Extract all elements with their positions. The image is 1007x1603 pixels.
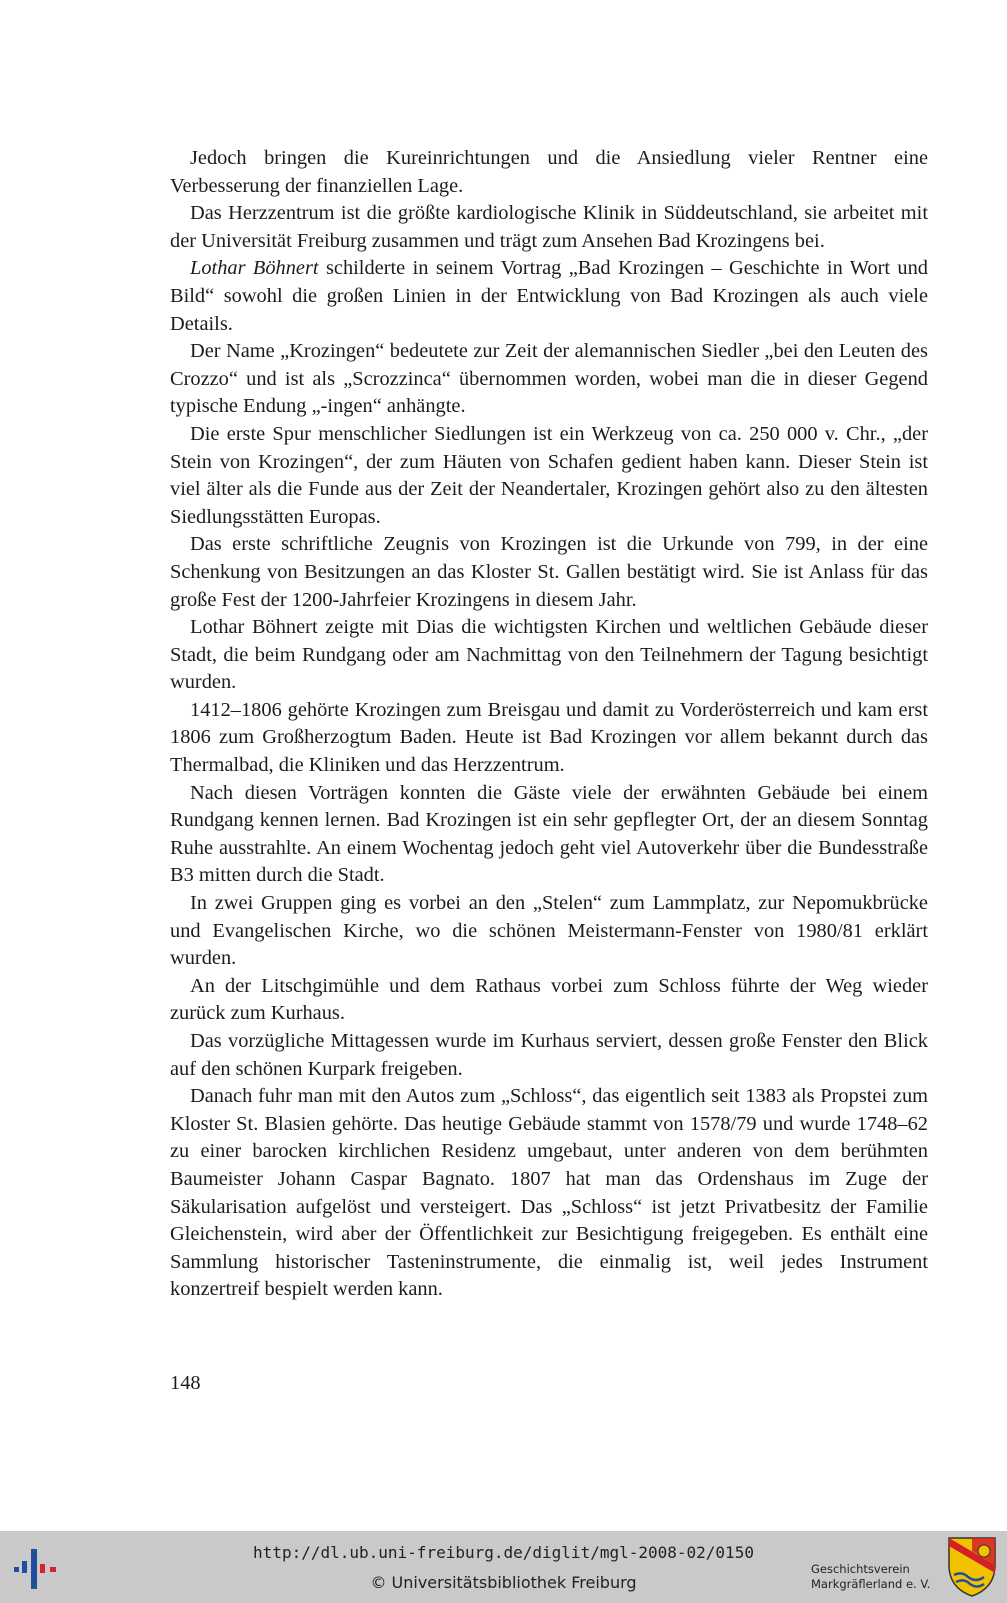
coat-of-arms-icon <box>946 1535 998 1599</box>
paragraph-2: Das Herzzentrum ist die größte kardiologische Klinik in Süddeutschland, sie arbeitet mit der Universität Freiburg zusammen und trägt zum Ansehen Bad Krozingens bei. <box>170 202 928 252</box>
paragraph-5: Die erste Spur menschlicher Siedlungen ist ein Werkzeug von ca. 250 000 v. Chr., „der Stein von Krozingen“, der zum Häuten von Schafen gedient haben kann. Dieser Stein ist viel älter als die Funde aus der Zeit der Neandertaler, Krozingen gehört also zu den ältesten Siedlungsstätten Europas. <box>170 422 928 528</box>
society-name-line2: Markgräflerland e. V. <box>811 1577 931 1591</box>
society-name-line1: Geschichtsverein <box>811 1562 910 1576</box>
footer-url[interactable]: http://dl.ub.uni-freiburg.de/diglit/mgl-2008-02/0150 <box>253 1543 754 1562</box>
paragraph-7: Lothar Böhnert zeigte mit Dias die wichtigsten Kirchen und weltlichen Gebäude dieser Stadt, die beim Rundgang oder am Nachmittag von den Teilnehmern der Tagung besichtigt wurden. <box>170 616 928 694</box>
footer-bar <box>0 1531 1007 1603</box>
society-name <box>811 1562 930 1592</box>
paragraph-3 <box>170 255 928 338</box>
paragraph-9: Nach diesen Vorträgen konnten die Gäste viele der erwähnten Gebäude bei einem Rundgang kennen lernen. Bad Krozingen ist ein sehr gepflegter Ort, der an diesem Sonntag Ruhe ausstrahlte. An einem Wochentag jedoch geht viel Autoverkehr über die Bundesstraße B3 mitten durch die Stadt. <box>170 781 928 887</box>
paragraph-3-text: schilderte in seinem Vortrag „Bad Krozingen – Geschichte in Wort und Bild“ sowohl die großen Linien in der Entwicklung von Bad Krozingen als auch viele Details. <box>170 257 928 335</box>
paragraph-11: An der Litschgimühle und dem Rathaus vorbei zum Schloss führte der Weg wieder zurück zum Kurhaus. <box>170 974 928 1025</box>
author-name: Lothar Böhnert <box>190 257 319 280</box>
page-number: 148 <box>170 1372 201 1394</box>
article-body <box>170 145 928 1304</box>
paragraph-4: Der Name „Krozingen“ bedeutete zur Zeit der alemannischen Siedler „bei den Leuten des Crozzo“ und ist als „Scrozzinca“ übernommen worden, wobei man die in dieser Gegend typische Endung „-ingen“ anhängte. <box>170 340 928 418</box>
paragraph-8: 1412–1806 gehörte Krozingen zum Breisgau und damit zu Vorderösterreich und kam erst 1806 zum Großherzogtum Baden. Heute ist Bad Krozingen vor allem bekannt durch das Thermalbad, die Kliniken und das Herzzentrum. <box>170 698 928 777</box>
paragraph-13: Danach fuhr man mit den Autos zum „Schloss“, das eigentlich seit 1383 als Propstei zum Kloster St. Blasien gehörte. Das heutige Gebäude stammt von 1578/79 und wurde 1748–62 zu einer barocken kirchlichen Residenz umgebaut, unter anderen von dem berühmten Baumeister Johann Caspar Bagnato. 1807 hat man das Ordenshaus im Zuge der Säkularisation aufgelöst und versteigert. Das „Schloss“ ist jetzt Privatbesitz der Familie Gleichenstein, wird aber der Öffentlichkeit zur Besichtigung freigegeben. Es enthält eine Sammlung historischer Tasteninstrumente, die einmalig ist, weil jedes Instrument konzertreif bespielt werden kann. <box>170 1085 928 1301</box>
paragraph-10: In zwei Gruppen ging es vorbei an den „Stelen“ zum Lammplatz, zur Nepomukbrücke und Evangelischen Kirche, wo die schönen Meistermann-Fenster von 1980/81 erklärt wurden. <box>170 892 928 970</box>
footer-copyright: © Universitätsbibliothek Freiburg <box>370 1573 637 1592</box>
paragraph-6: Das erste schriftliche Zeugnis von Krozingen ist die Urkunde von 799, in der eine Schenkung von Besitzungen an das Kloster St. Gallen bestätigt wird. Sie ist Anlass für das große Fest der 1200-Jahrfeier Krozingens in diesem Jahr. <box>170 533 928 611</box>
paragraph-12: Das vorzügliche Mittagessen wurde im Kurhaus serviert, dessen große Fenster den Blick auf den schönen Kurpark freigeben. <box>170 1030 928 1080</box>
paragraph-1: Jedoch bringen die Kureinrichtungen und die Ansiedlung vieler Rentner eine Verbesserung der finanziellen Lage. <box>170 147 928 197</box>
